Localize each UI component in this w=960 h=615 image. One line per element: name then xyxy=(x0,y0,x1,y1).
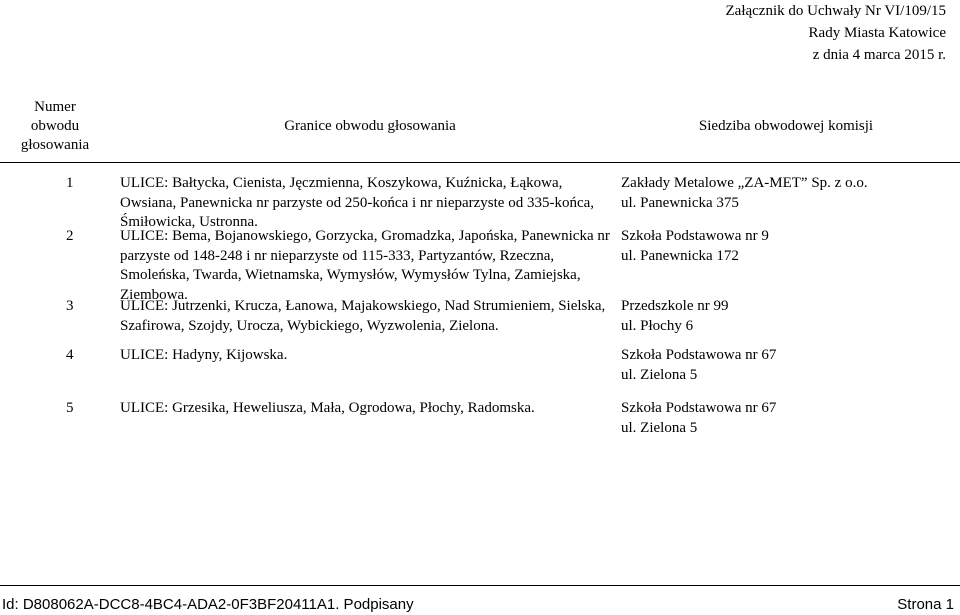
column-header-boundaries: Granice obwodu głosowania xyxy=(284,118,456,134)
header-divider xyxy=(0,162,960,163)
seat-address: ul. Zielona 5 xyxy=(621,419,698,436)
seat-name: Szkoła Podstawowa nr 9 xyxy=(621,228,769,244)
seat-name: Szkoła Podstawowa nr 67 xyxy=(621,400,777,416)
council-name: Rady Miasta Katowice xyxy=(808,25,946,41)
seat-name: Zakłady Metalowe „ZA-MET” Sp. z o.o. xyxy=(621,175,868,191)
district-seat xyxy=(621,346,921,385)
district-boundaries: ULICE: Bema, Bojanowskiego, Gorzycka, Gromadzka, Japońska, Panewnicka nr parzyste od 148-248 i nr nieparzyste od 115-333, Partyzantów, Rzeczna, Smoleńska, Twarda, Wietnamska, Wymysłów, Wymysłów Tylna, Zamiejska, Ziembowa. xyxy=(120,228,610,303)
district-number: 5 xyxy=(66,400,74,416)
district-seat xyxy=(621,297,921,336)
seat-address: ul. Panewnicka 375 xyxy=(621,194,739,211)
district-seat xyxy=(621,174,921,213)
column-header-seat: Siedziba obwodowej komisji xyxy=(698,118,874,134)
seat-address: ul. Panewnicka 172 xyxy=(621,247,739,264)
column-header-number-line: Numer xyxy=(34,99,76,115)
district-boundaries: ULICE: Hadyny, Kijowska. xyxy=(120,347,288,363)
attachment-title: Załącznik do Uchwały Nr VI/109/15 xyxy=(725,3,946,19)
column-header-number-line: obwodu xyxy=(30,118,80,134)
signature-id: Id: D808062A-DCC8-4BC4-ADA2-0F3BF20411A1. Podpisany xyxy=(2,596,414,613)
district-number: 4 xyxy=(66,347,74,363)
district-boundaries: ULICE: Bałtycka, Cienista, Jęczmienna, Koszykowa, Kuźnicka, Łąkowa, Owsiana, Panewnicka nr parzyste od 250-końca i nr nieparzyste od 335-końca, Śmiłowicka, Ustronna. xyxy=(120,175,595,230)
seat-name: Szkoła Podstawowa nr 67 xyxy=(621,347,777,363)
column-header-number-line: głosowania xyxy=(20,137,90,153)
footer-divider xyxy=(0,585,960,586)
page-number: Strona 1 xyxy=(897,596,954,613)
seat-address: ul. Płochy 6 xyxy=(621,317,694,334)
seat-address: ul. Zielona 5 xyxy=(621,366,698,383)
district-seat xyxy=(621,227,921,266)
resolution-date: z dnia 4 marca 2015 r. xyxy=(812,47,946,63)
district-boundaries: ULICE: Grzesika, Heweliusza, Mała, Ogrodowa, Płochy, Radomska. xyxy=(120,400,535,416)
district-boundaries: ULICE: Jutrzenki, Krucza, Łanowa, Majakowskiego, Nad Strumieniem, Sielska, Szafirowa, Szojdy, Urocza, Wybickiego, Wyzwolenia, Zielona. xyxy=(120,298,606,334)
district-seat xyxy=(621,399,921,438)
column-header-number xyxy=(10,98,100,155)
seat-name: Przedszkole nr 99 xyxy=(621,298,729,314)
district-number: 3 xyxy=(66,298,74,314)
district-number: 1 xyxy=(66,175,74,191)
district-number: 2 xyxy=(66,228,74,244)
